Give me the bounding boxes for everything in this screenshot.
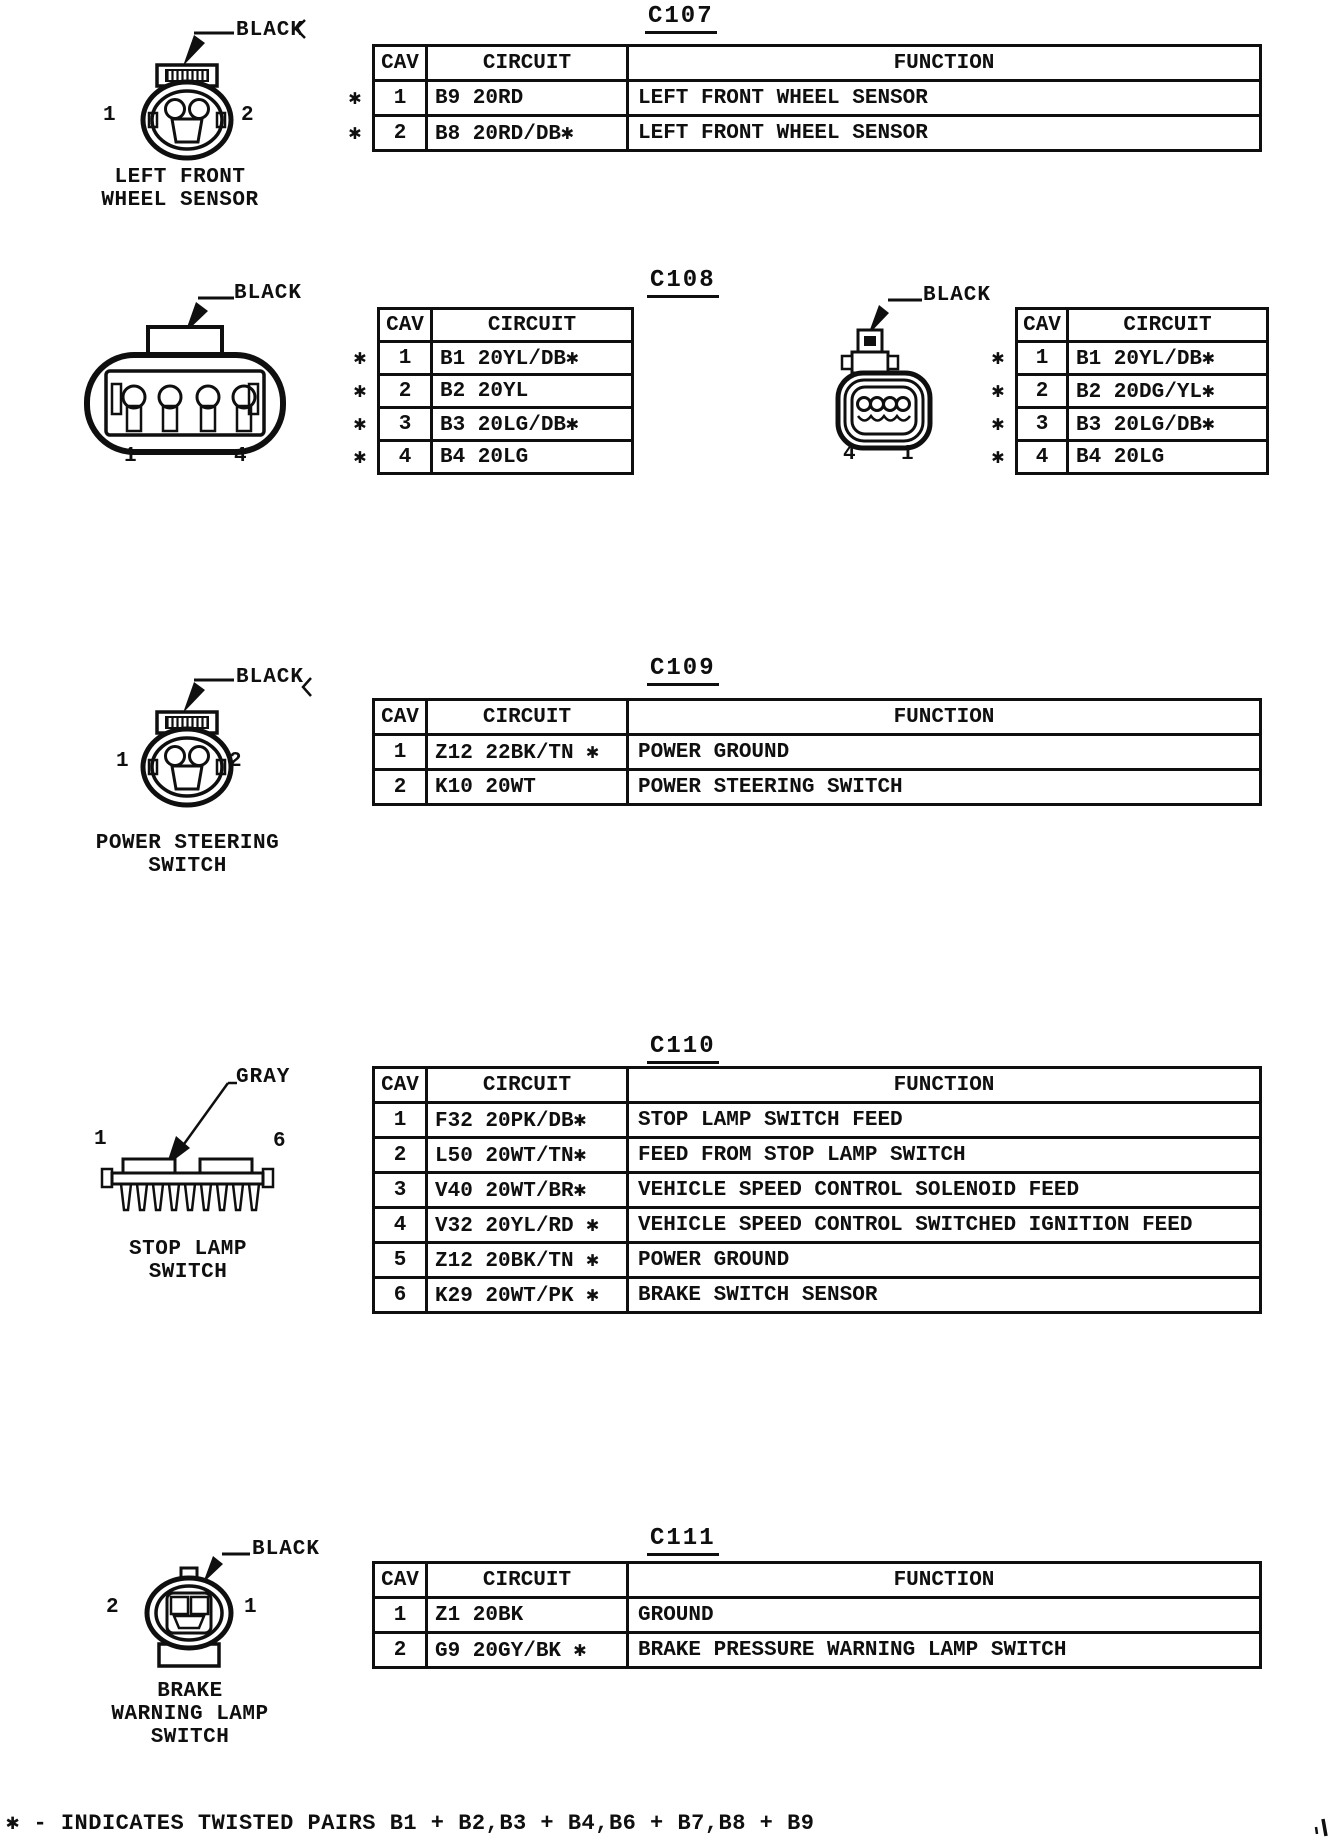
connector-caption xyxy=(83,1238,293,1284)
c108-right-pinout-table xyxy=(981,307,1269,475)
table-row xyxy=(338,1596,1262,1634)
pin-number-label: 1 xyxy=(94,1128,107,1151)
twisted-pair-star-marker: ✱ xyxy=(991,414,1005,437)
pin-blade xyxy=(153,1184,163,1210)
caption-line: WHEEL SENSOR xyxy=(101,189,259,212)
table-cell: B4 20LG xyxy=(1066,439,1269,475)
twisted-pair-star-marker: ✱ xyxy=(991,381,1005,404)
twisted-pair-star-marker xyxy=(338,733,372,771)
table-cell: STOP LAMP SWITCH FEED xyxy=(626,1101,1262,1139)
column-header: CAV xyxy=(372,698,428,736)
table-cell: 2 xyxy=(377,373,433,409)
twisted-pair-star-marker xyxy=(338,698,372,736)
table-cell: B2 20YL xyxy=(430,373,634,409)
table-row xyxy=(338,1276,1262,1314)
pin-blade xyxy=(169,1184,179,1210)
column-header: CAV xyxy=(372,44,428,82)
connector-id-title-c110: C110 xyxy=(647,1033,719,1064)
column-header: CAV xyxy=(372,1561,428,1599)
table-cell: 1 xyxy=(1015,340,1069,376)
connector-body xyxy=(112,1173,263,1184)
table-cell: 3 xyxy=(1015,406,1069,442)
table-row xyxy=(338,1101,1262,1139)
table-cell: K29 20WT/PK ✱ xyxy=(425,1276,629,1314)
twisted-pair-star-marker xyxy=(338,44,372,82)
c108-left-connector-drawing xyxy=(75,280,290,460)
connector-caption xyxy=(80,1680,300,1749)
table-cell: 4 xyxy=(372,1206,428,1244)
table-cell: 4 xyxy=(1015,439,1069,475)
pin-blade xyxy=(249,1184,259,1210)
pin-blade xyxy=(121,1184,131,1210)
table-row xyxy=(343,340,634,376)
column-header: CIRCUIT xyxy=(425,698,629,736)
wire-color-label: BLACK xyxy=(252,1538,321,1561)
pin-number-label: 4 xyxy=(234,445,247,468)
table-header-row xyxy=(338,698,1262,736)
table-cell: 1 xyxy=(372,733,428,771)
table-row xyxy=(338,79,1262,117)
table-cell: 3 xyxy=(377,406,433,442)
table-cell: K10 20WT xyxy=(425,768,629,806)
table-cell: 2 xyxy=(372,768,428,806)
pin-number-label: 1 xyxy=(901,443,914,466)
table-cell: 2 xyxy=(1015,373,1069,409)
twisted-pair-star-marker xyxy=(338,1066,372,1104)
twisted-pair-star-marker: ✱ xyxy=(353,381,367,404)
wire-color-label: BLACK xyxy=(234,282,303,305)
twisted-pair-star-marker xyxy=(338,1561,372,1599)
pointer-arrow-icon xyxy=(183,35,205,66)
table-cell: 1 xyxy=(377,340,433,376)
column-header: CAV xyxy=(372,1066,428,1104)
caption-line: POWER STEERING xyxy=(95,832,280,855)
table-cell: V32 20YL/RD ✱ xyxy=(425,1206,629,1244)
table-row xyxy=(981,406,1269,442)
table-cell: 1 xyxy=(372,1101,428,1139)
pin-blade xyxy=(233,1184,243,1210)
table-header-row xyxy=(343,307,634,343)
table-cell: L50 20WT/TN✱ xyxy=(425,1136,629,1174)
twisted-pair-star-marker: ✱ xyxy=(991,447,1005,470)
pin-number-label: 1 xyxy=(116,750,129,773)
column-header: CAV xyxy=(377,307,433,343)
table-row xyxy=(338,1171,1262,1209)
table-row xyxy=(338,733,1262,771)
table-cell: FEED FROM STOP LAMP SWITCH xyxy=(626,1136,1262,1174)
table-cell: 6 xyxy=(372,1276,428,1314)
table-cell: LEFT FRONT WHEEL SENSOR xyxy=(626,114,1262,152)
twisted-pair-star-marker xyxy=(338,1596,372,1634)
pin-number-label: 1 xyxy=(103,104,116,127)
twisted-pair-star-marker: ✱ xyxy=(353,414,367,437)
table-cell: BRAKE PRESSURE WARNING LAMP SWITCH xyxy=(626,1631,1262,1669)
table-row xyxy=(338,114,1262,152)
table-cell: GROUND xyxy=(626,1596,1262,1634)
stop-lamp-switch-connector-drawing xyxy=(95,1072,285,1217)
table-cell: B4 20LG xyxy=(430,439,634,475)
table-row xyxy=(338,1206,1262,1244)
twisted-pair-star-marker: ✱ xyxy=(353,348,367,371)
c111-pinout-table xyxy=(338,1561,1262,1669)
caption-line: LEFT FRONT xyxy=(114,166,246,189)
table-row xyxy=(343,373,634,409)
table-cell: B9 20RD xyxy=(425,79,629,117)
twisted-pair-star-marker xyxy=(981,307,1015,343)
wire-color-label: GRAY xyxy=(236,1066,291,1089)
twisted-pair-star-marker xyxy=(338,1101,372,1139)
caption-line: SWITCH xyxy=(148,1261,228,1284)
table-cell: V40 20WT/BR✱ xyxy=(425,1171,629,1209)
column-header: CIRCUIT xyxy=(425,1561,629,1599)
connector-id-title-c108: C108 xyxy=(647,267,719,298)
pin-number-label: 2 xyxy=(241,104,254,127)
column-header: FUNCTION xyxy=(626,44,1262,82)
connector-id-title-c109: C109 xyxy=(647,655,719,686)
table-row xyxy=(338,1136,1262,1174)
twisted-pair-star-marker xyxy=(338,1171,372,1209)
table-cell: B1 20YL/DB✱ xyxy=(430,340,634,376)
table-header-row xyxy=(981,307,1269,343)
table-cell: 4 xyxy=(377,439,433,475)
table-cell: VEHICLE SPEED CONTROL SWITCHED IGNITION FEED xyxy=(626,1206,1262,1244)
table-header-row xyxy=(338,44,1262,82)
table-cell: 2 xyxy=(372,1136,428,1174)
table-row xyxy=(343,439,634,475)
twisted-pair-star-marker xyxy=(338,1241,372,1279)
pin-number-label: 6 xyxy=(273,1130,286,1153)
column-header: FUNCTION xyxy=(626,1561,1262,1599)
table-cell: 1 xyxy=(372,79,428,117)
connector-id-title-c111: C111 xyxy=(647,1525,719,1556)
pin-blade xyxy=(201,1184,211,1210)
table-cell: Z1 20BK xyxy=(425,1596,629,1634)
column-header: CIRCUIT xyxy=(425,44,629,82)
twisted-pair-star-marker: ✱ xyxy=(348,88,362,111)
connector-caption xyxy=(85,166,275,212)
table-row xyxy=(981,439,1269,475)
column-header: CIRCUIT xyxy=(425,1066,629,1104)
table-cell: 1 xyxy=(372,1596,428,1634)
table-header-row xyxy=(338,1561,1262,1599)
table-cell: LEFT FRONT WHEEL SENSOR xyxy=(626,79,1262,117)
c109-pinout-table xyxy=(338,698,1262,806)
table-cell: VEHICLE SPEED CONTROL SOLENOID FEED xyxy=(626,1171,1262,1209)
twisted-pair-star-marker xyxy=(338,1206,372,1244)
pin-number-label: 2 xyxy=(106,1596,119,1619)
table-cell: Z12 20BK/TN ✱ xyxy=(425,1241,629,1279)
twisted-pair-star-marker xyxy=(338,1631,372,1669)
table-cell: B1 20YL/DB✱ xyxy=(1066,340,1269,376)
table-cell: Z12 22BK/TN ✱ xyxy=(425,733,629,771)
table-cell: F32 20PK/DB✱ xyxy=(425,1101,629,1139)
caption-line: STOP LAMP xyxy=(129,1238,247,1261)
table-row xyxy=(981,373,1269,409)
column-header: FUNCTION xyxy=(626,698,1262,736)
pin-blade xyxy=(217,1184,227,1210)
wire-color-label: BLACK xyxy=(236,19,305,42)
caption-line: BRAKE xyxy=(157,1680,223,1703)
table-cell: 3 xyxy=(372,1171,428,1209)
table-cell: B2 20DG/YL✱ xyxy=(1066,373,1269,409)
caption-line: SWITCH xyxy=(150,1726,230,1749)
pin-number-label: 4 xyxy=(843,443,856,466)
table-cell: 5 xyxy=(372,1241,428,1279)
twisted-pair-star-marker xyxy=(338,1136,372,1174)
table-cell: B8 20RD/DB✱ xyxy=(425,114,629,152)
caption-line: SWITCH xyxy=(148,855,227,878)
twisted-pair-star-marker: ✱ xyxy=(348,123,362,146)
pin-number-label: 1 xyxy=(124,445,137,468)
table-cell: POWER STEERING SWITCH xyxy=(626,768,1262,806)
c107-pinout-table xyxy=(338,44,1262,152)
pointer-arrow-icon xyxy=(183,682,205,713)
c108-left-pinout-table xyxy=(343,307,634,475)
table-cell: POWER GROUND xyxy=(626,1241,1262,1279)
table-row xyxy=(343,406,634,442)
table-row xyxy=(338,1631,1262,1669)
wire-color-label: BLACK xyxy=(923,284,992,307)
table-cell: POWER GROUND xyxy=(626,733,1262,771)
connector-id-title-c107: C107 xyxy=(645,3,717,34)
twisted-pair-star-marker: ✱ xyxy=(353,447,367,470)
column-header: FUNCTION xyxy=(626,1066,1262,1104)
c108-right-connector-drawing xyxy=(833,282,943,457)
column-header: CIRCUIT xyxy=(1066,307,1269,343)
pin-blade xyxy=(137,1184,147,1210)
twisted-pair-star-marker xyxy=(338,1276,372,1314)
table-cell: B3 20LG/DB✱ xyxy=(430,406,634,442)
twisted-pairs-footnote: ✱ - INDICATES TWISTED PAIRS B1 + B2,B3 + B4,B6 + B7,B8 + B9 xyxy=(6,1811,815,1836)
pin-blade xyxy=(185,1184,195,1210)
caption-line: WARNING LAMP xyxy=(111,1703,269,1726)
pin-number-label: 2 xyxy=(229,750,242,773)
wire-color-label: BLACK xyxy=(236,666,305,689)
table-cell: 2 xyxy=(372,114,428,152)
connector-caption xyxy=(75,832,300,878)
table-row xyxy=(338,768,1262,806)
pin-number-label: 1 xyxy=(244,1596,257,1619)
table-cell: 2 xyxy=(372,1631,428,1669)
table-row xyxy=(981,340,1269,376)
twisted-pair-star-marker xyxy=(343,307,377,343)
twisted-pair-star-marker: ✱ xyxy=(991,348,1005,371)
table-cell: B3 20LG/DB✱ xyxy=(1066,406,1269,442)
table-row xyxy=(338,1241,1262,1279)
column-header: CAV xyxy=(1015,307,1069,343)
c110-pinout-table xyxy=(338,1066,1262,1314)
table-cell: G9 20GY/BK ✱ xyxy=(425,1631,629,1669)
twisted-pair-star-marker xyxy=(338,768,372,806)
table-cell: BRAKE SWITCH SENSOR xyxy=(626,1276,1262,1314)
column-header: CIRCUIT xyxy=(430,307,634,343)
table-header-row xyxy=(338,1066,1262,1104)
